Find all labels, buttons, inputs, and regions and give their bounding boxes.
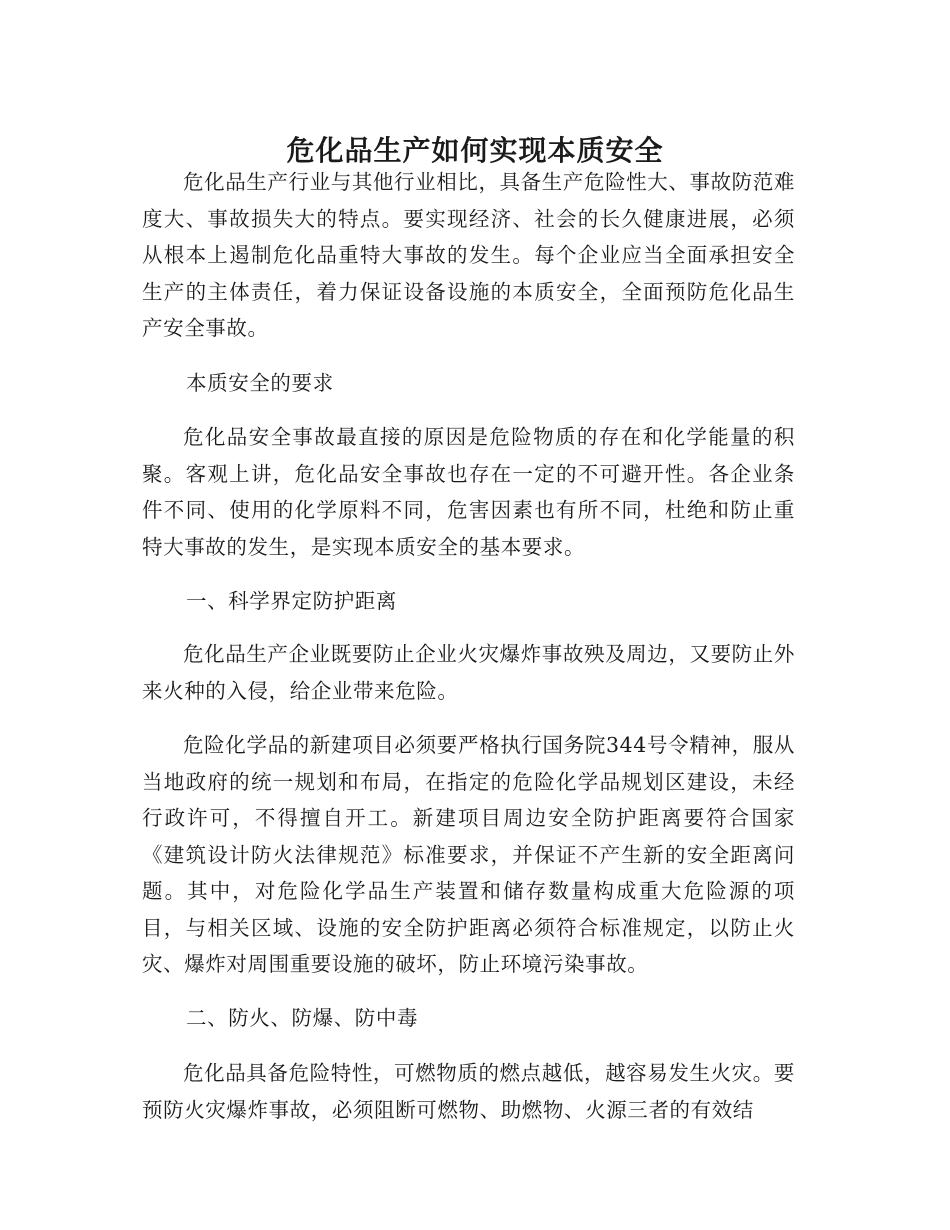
intro-paragraph: 危化品生产行业与其他行业相比，具备生产危险性大、事故防范难度大、事故损失大的特点。要实现经济、社会的长久健康进展，必须从根本上遏制危化品重特大事故的发生。每个企业应当全面承担安全生产的主体责任，着力保证设备设施的本质安全，全面预防危化品生产安全事故。 [142,170,795,340]
section1-heading: 一、科学界定防护距离 [186,589,397,613]
section2-paragraph-1: 危化品具备危险特性，可燃物质的燃点越低，越容易发生火灾。要预防火灾爆炸事故，必须阻断可燃物、助燃物、火源三者的有效结 [142,1061,795,1122]
section1-paragraph-1: 危化品生产企业既要防止企业火灾爆炸事故殃及周边，又要防止外来火种的入侵，给企业带来危险。 [142,642,795,703]
requirement-heading: 本质安全的要求 [186,371,334,395]
document-title: 危化品生产如何实现本质安全 [286,133,664,167]
requirement-paragraph: 危化品安全事故最直接的原因是危险物质的存在和化学能量的积聚。客观上讲，危化品安全事故也存在一定的不可避开性。各企业条件不同、使用的化学原料不同，危害因素也有所不同，杜绝和防止重特大事故的发生，是实现本质安全的基本要求。 [142,425,795,559]
section1-paragraph-2: 危险化学品的新建项目必须要严格执行国务院344号令精神，服从当地政府的统一规划和布局，在指定的危险化学品规划区建设，未经行政许可，不得擅自开工。新建项目周边安全防护距离要符合国家《建筑设计防火法律规范》标准要求，并保证不产生新的安全距离问题。其中，对危险化学品生产装置和储存数量构成重大危险源的项目，与相关区域、设施的安全防护距离必须符合标准规定，以防止火灾、爆炸对周围重要设施的破坏，防止环境污染事故。 [142,733,795,976]
section2-heading: 二、防火、防爆、防中毒 [186,1006,419,1030]
